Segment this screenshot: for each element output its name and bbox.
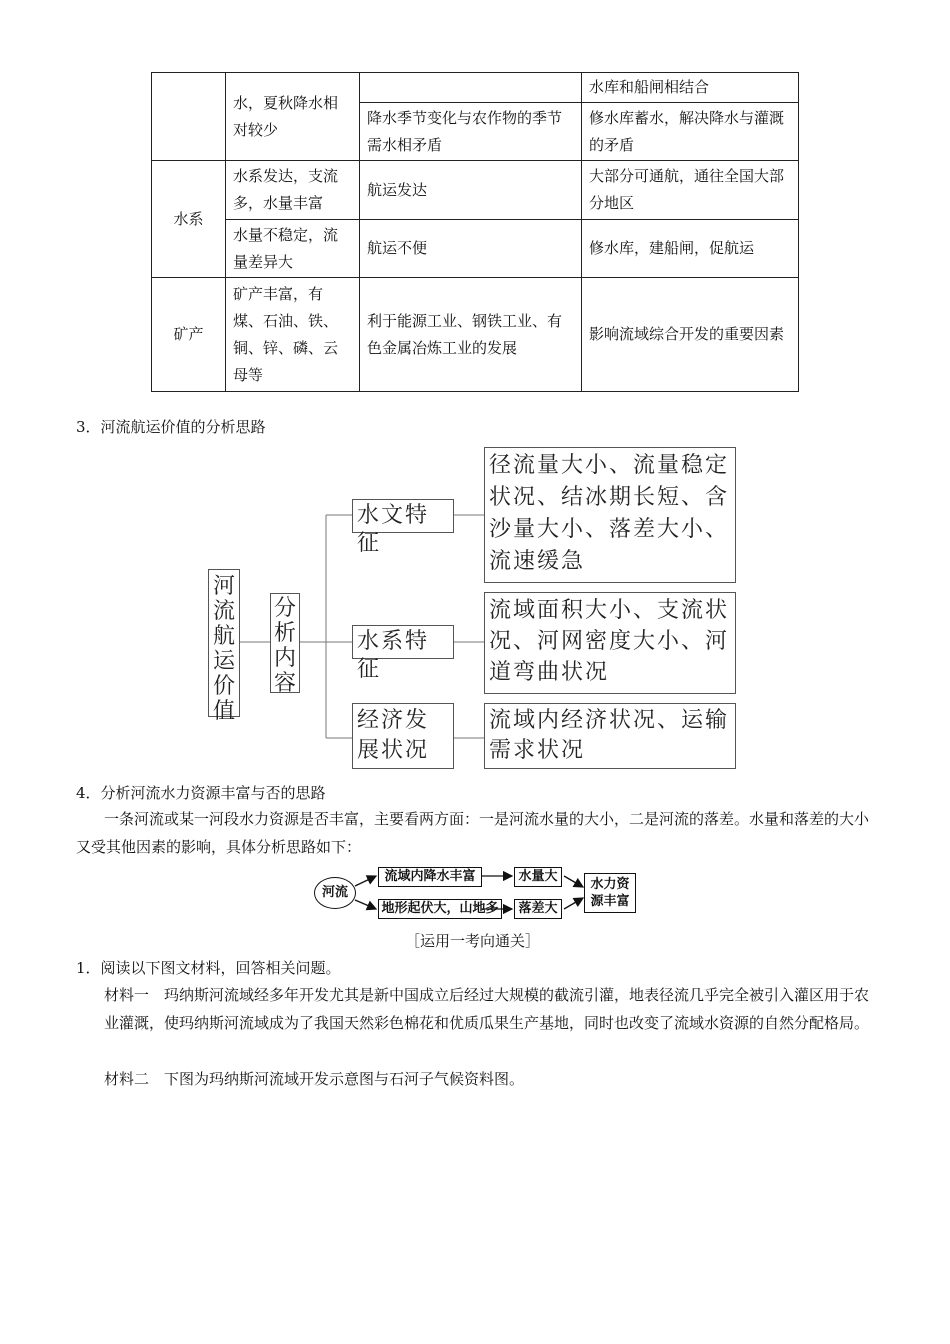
table-cell-feature: 矿产丰富，有煤、石油、铁、铜、锌、磷、云母等 xyxy=(226,278,360,392)
branch-river-system-label: 水系特征 xyxy=(352,625,454,659)
material-1-text: 材料一 玛纳斯河流域经多年开发尤其是新中国成立后经过大规模的截流引灌，地表径流几乎完全被引入灌区用于农业灌溉，使玛纳斯河流域成为了我国天然彩色棉花和优质瓜果生产基地，同时也改变了流域水资源的自然分配格局。 xyxy=(104,986,870,1032)
branch-hydrology-label: 水文特征 xyxy=(352,499,454,533)
table-cell-measure: 修水库，建船闸，促航运 xyxy=(582,220,799,278)
section-3-heading: 3．河流航运价值的分析思路 xyxy=(76,418,266,436)
table-cell-feature: 水系发达，支流多，水量丰富 xyxy=(226,161,360,220)
question-1-heading: 1．阅读以下图文材料，回答相关问题。 xyxy=(76,959,341,977)
flow-upper-result: 水量大 xyxy=(514,867,562,887)
material-2-text: 材料二 下图为玛纳斯河流域开发示意图与石河子气候资料图。 xyxy=(104,1070,525,1088)
diagram-mid-box: 分析内容 xyxy=(270,593,300,693)
flow-lower-cause: 地形起伏大，山地多 xyxy=(378,899,502,919)
flow-start-river: 河流 xyxy=(314,877,356,909)
table-cell-measure: 水库和船闸相结合 xyxy=(582,73,799,103)
flow-upper-cause: 流域内降水丰富 xyxy=(378,867,482,887)
table-cell-feature: 水，夏秋降水相对较少 xyxy=(226,73,360,161)
table-cell-impact: 航运不便 xyxy=(360,220,582,278)
table-cell-feature: 水量不稳定，流量差异大 xyxy=(226,220,360,278)
table-cell-category: 矿产 xyxy=(152,278,226,392)
flow-lower-result: 落差大 xyxy=(514,899,562,919)
flow-end-hydropower: 水力资源丰富 xyxy=(584,873,636,913)
practice-title: ［运用一考向通关］ xyxy=(405,932,541,950)
table-cell-measure: 修水库蓄水，解决降水与灌溉的矛盾 xyxy=(582,103,799,161)
branch-hydrology-detail: 径流量大小、流量稳定状况、结冰期长短、含沙量大小、落差大小、流速缓急 xyxy=(484,447,736,583)
table-cell-impact: 降水季节变化与农作物的季节需水相矛盾 xyxy=(360,103,582,161)
branch-river-system-detail: 流域面积大小、支流状况、河网密度大小、河道弯曲状况 xyxy=(484,592,736,694)
diagram-root-box: 河流航运价值 xyxy=(208,569,240,717)
table-cell-impact: 利于能源工业、钢铁工业、有色金属冶炼工业的发展 xyxy=(360,278,582,392)
branch-economy-detail: 流域内经济状况、运输需求状况 xyxy=(484,703,736,769)
table-cell-measure: 大部分可通航，通往全国大部分地区 xyxy=(582,161,799,220)
table-cell-impact: 航运发达 xyxy=(360,161,582,220)
table-cell-measure: 影响流域综合开发的重要因素 xyxy=(582,278,799,392)
table-cell-category: 水系 xyxy=(152,161,226,278)
section-4-heading: 4．分析河流水力资源丰富与否的思路 xyxy=(76,784,326,802)
branch-economy-label: 经济发展状况 xyxy=(352,703,454,769)
section-4-paragraph: 一条河流或某一河段水力资源是否丰富，主要看两方面：一是河流水量的大小，二是河流的落差。水量和落差的大小又受其他因素的影响，具体分析思路如下： xyxy=(76,810,870,856)
